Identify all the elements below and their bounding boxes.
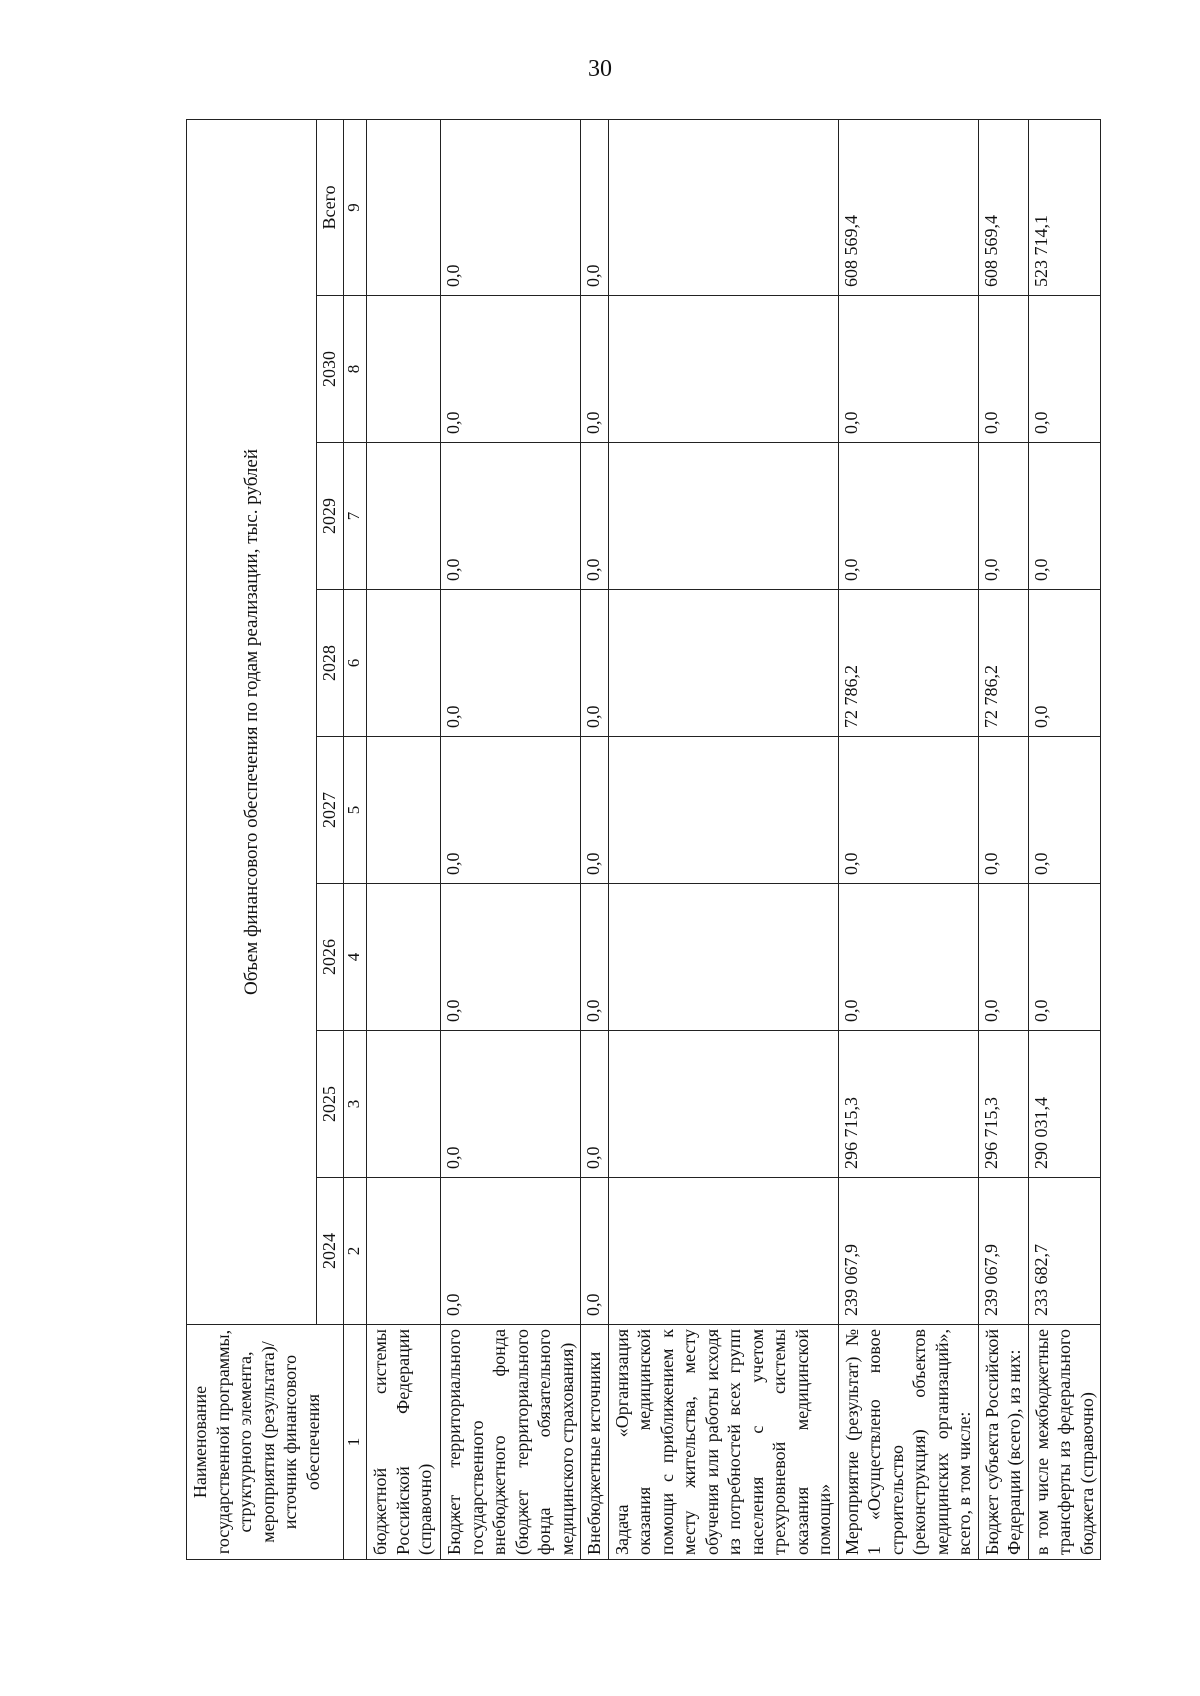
row-value: 72 786,2 bbox=[978, 590, 1028, 737]
table-row bbox=[838, 119, 978, 1559]
row-value: 0,0 bbox=[441, 884, 581, 1031]
row-value: 0,0 bbox=[838, 737, 978, 884]
row-value: 0,0 bbox=[581, 884, 609, 1031]
table-row bbox=[581, 119, 609, 1559]
row-value: 0,0 bbox=[978, 737, 1028, 884]
table-row bbox=[1028, 119, 1101, 1559]
row-value: 0,0 bbox=[978, 443, 1028, 590]
row-value bbox=[367, 119, 441, 295]
row-value bbox=[608, 119, 838, 295]
row-label: Бюджет субъекта Российской Федерации (всего), из них: bbox=[978, 1325, 1028, 1560]
row-value: 0,0 bbox=[978, 296, 1028, 443]
row-value bbox=[367, 1031, 441, 1178]
row-value: 0,0 bbox=[441, 737, 581, 884]
row-value: 0,0 bbox=[838, 296, 978, 443]
row-value: 239 067,9 bbox=[978, 1178, 1028, 1325]
row-label: Внебюджетные источники bbox=[581, 1325, 609, 1560]
row-value: 0,0 bbox=[1028, 296, 1101, 443]
row-value bbox=[367, 296, 441, 443]
row-value: 0,0 bbox=[838, 884, 978, 1031]
column-number: 8 bbox=[344, 296, 367, 443]
row-value: 0,0 bbox=[978, 884, 1028, 1031]
column-number: 9 bbox=[344, 119, 367, 295]
table-row bbox=[367, 119, 441, 1559]
row-value: 0,0 bbox=[441, 443, 581, 590]
page-number: 30 bbox=[588, 56, 612, 82]
row-value bbox=[367, 1178, 441, 1325]
header-total: Всего bbox=[317, 119, 344, 295]
header-year: 2025 bbox=[317, 1031, 344, 1178]
row-value: 0,0 bbox=[441, 296, 581, 443]
row-value: 0,0 bbox=[581, 590, 609, 737]
row-value: 0,0 bbox=[441, 590, 581, 737]
header-name-column: Наименование государственной программы, структурного элемента, мероприятия (результата)/источник финансового обеспечения bbox=[187, 1325, 344, 1560]
table-row bbox=[608, 119, 838, 1559]
row-value bbox=[608, 296, 838, 443]
row-value: 608 569,4 bbox=[838, 119, 978, 295]
header-year: 2029 bbox=[317, 443, 344, 590]
row-label: Задача «Организация оказания медицинской помощи с приближением к месту жительства, месту обучения или работы исходя из потребностей всех групп населения с учетом трехуровневой системы оказания медицинской помощи» bbox=[608, 1325, 838, 1560]
row-value: 608 569,4 bbox=[978, 119, 1028, 295]
row-value bbox=[367, 884, 441, 1031]
row-value: 0,0 bbox=[441, 1178, 581, 1325]
row-value bbox=[608, 884, 838, 1031]
row-label: бюджетной системы Российской Федерации (справочно) bbox=[367, 1325, 441, 1560]
row-value: 0,0 bbox=[1028, 884, 1101, 1031]
column-number: 2 bbox=[344, 1178, 367, 1325]
row-value: 0,0 bbox=[441, 1031, 581, 1178]
row-value bbox=[367, 443, 441, 590]
row-value bbox=[608, 1031, 838, 1178]
row-value: 0,0 bbox=[838, 443, 978, 590]
header-year: 2030 bbox=[317, 296, 344, 443]
row-value bbox=[367, 590, 441, 737]
row-value: 296 715,3 bbox=[838, 1031, 978, 1178]
row-value: 523 714,1 bbox=[1028, 119, 1101, 295]
column-number: 1 bbox=[344, 1325, 367, 1560]
row-value: 0,0 bbox=[1028, 590, 1101, 737]
header-year: 2026 bbox=[317, 884, 344, 1031]
column-number: 6 bbox=[344, 590, 367, 737]
row-value: 0,0 bbox=[581, 119, 609, 295]
table-row bbox=[978, 119, 1028, 1559]
header-year: 2028 bbox=[317, 590, 344, 737]
row-value: 233 682,7 bbox=[1028, 1178, 1101, 1325]
row-value bbox=[608, 737, 838, 884]
header-year: 2027 bbox=[317, 737, 344, 884]
row-value: 0,0 bbox=[581, 1031, 609, 1178]
column-number: 7 bbox=[344, 443, 367, 590]
row-value bbox=[608, 443, 838, 590]
row-value: 296 715,3 bbox=[978, 1031, 1028, 1178]
financing-table bbox=[186, 119, 1101, 1560]
row-value: 0,0 bbox=[1028, 443, 1101, 590]
header-year: 2024 bbox=[317, 1178, 344, 1325]
row-value bbox=[608, 1178, 838, 1325]
row-value: 0,0 bbox=[1028, 737, 1101, 884]
column-number: 5 bbox=[344, 737, 367, 884]
row-value bbox=[367, 737, 441, 884]
column-number: 4 bbox=[344, 884, 367, 1031]
row-label: Бюджет территориального государственного внебюджетного фонда (бюджет территориального фонда обязательного медицинского страхования) bbox=[441, 1325, 581, 1560]
row-value bbox=[608, 590, 838, 737]
column-number: 3 bbox=[344, 1031, 367, 1178]
row-value: 0,0 bbox=[581, 296, 609, 443]
row-label: Мероприятие (результат) № 1 «Осуществлено новое строительство (реконструкция) объектов медицинских организаций», всего, в том числе: bbox=[838, 1325, 978, 1560]
row-value: 0,0 bbox=[581, 1178, 609, 1325]
row-value: 0,0 bbox=[581, 443, 609, 590]
row-value: 72 786,2 bbox=[838, 590, 978, 737]
financing-table-container bbox=[186, 120, 1101, 1560]
header-financing-volume: Объем финансового обеспечения по годам реализации, тыс. рублей bbox=[187, 119, 317, 1324]
row-value: 290 031,4 bbox=[1028, 1031, 1101, 1178]
row-value: 0,0 bbox=[441, 119, 581, 295]
table-row bbox=[441, 119, 581, 1559]
row-label: в том числе межбюджетные трансферты из федерального бюджета (справочно) bbox=[1028, 1325, 1101, 1560]
row-value: 0,0 bbox=[581, 737, 609, 884]
row-value: 239 067,9 bbox=[838, 1178, 978, 1325]
